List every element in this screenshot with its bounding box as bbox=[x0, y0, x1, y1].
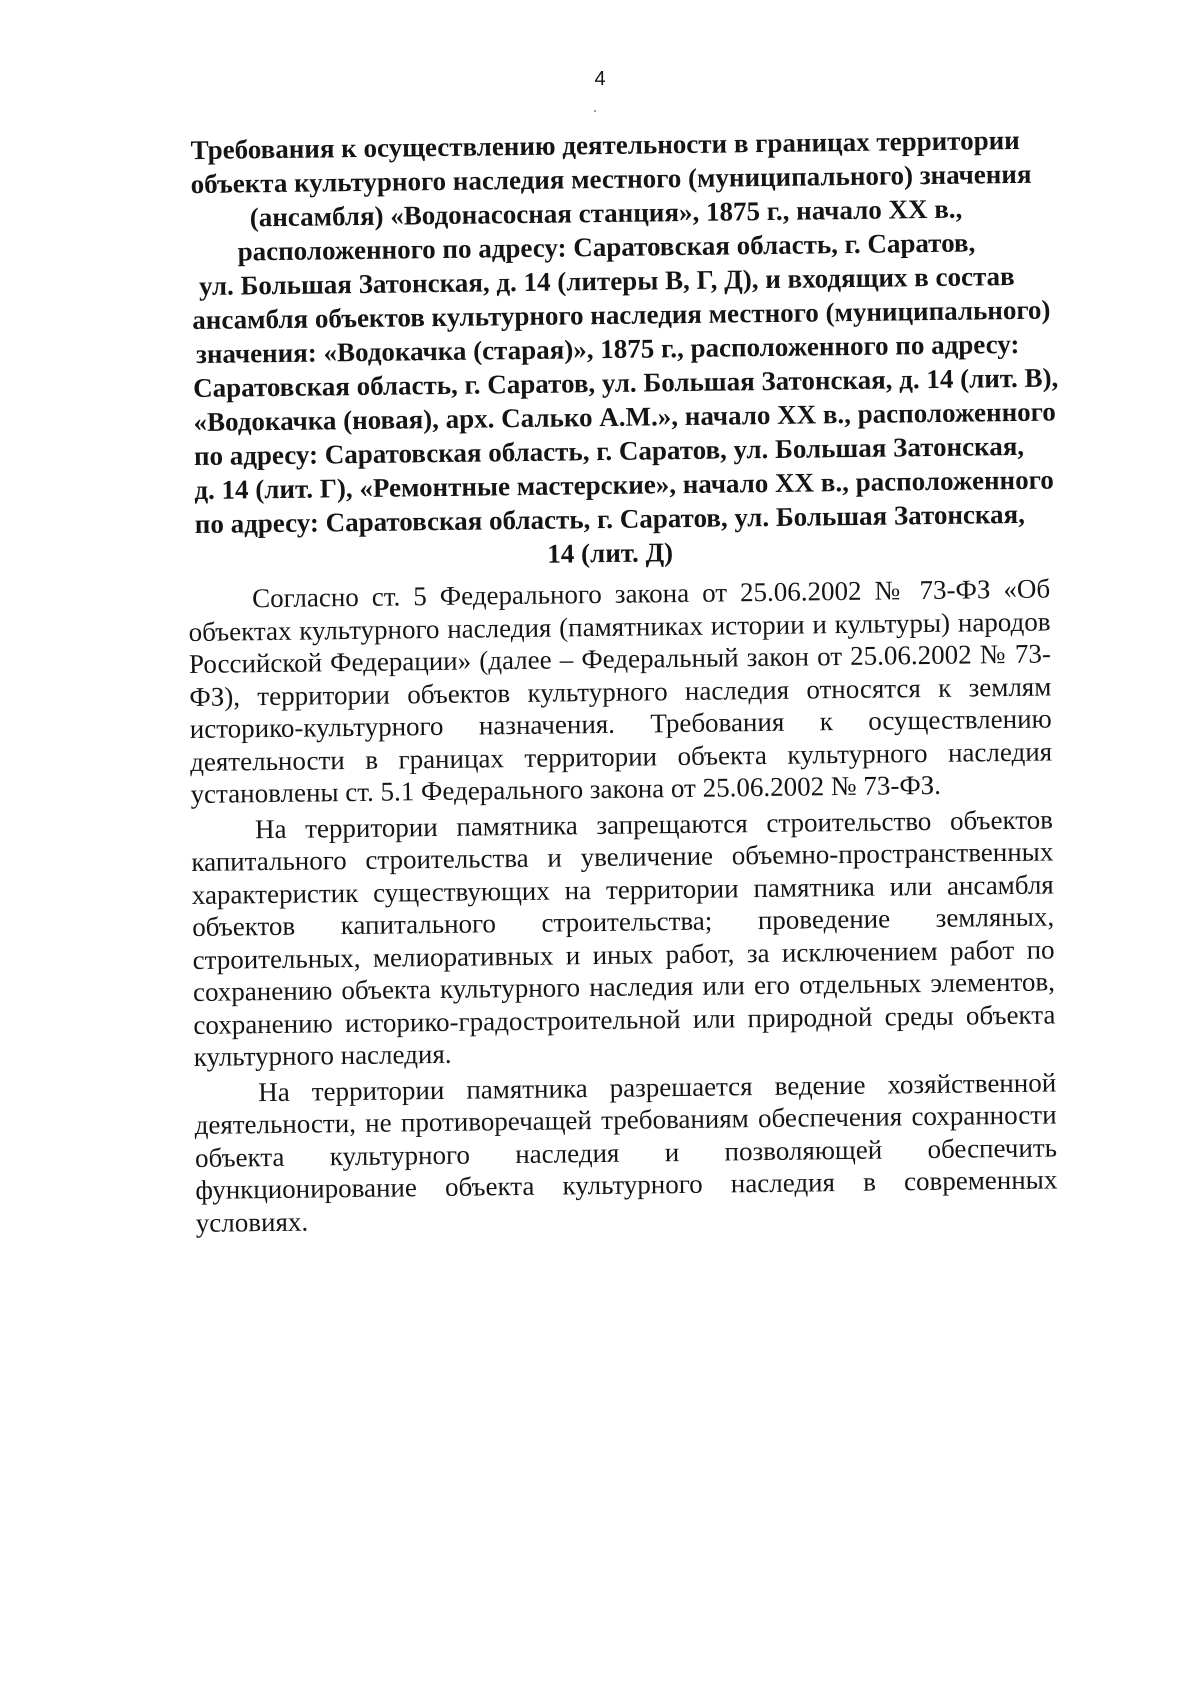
heading-line: объекта культурного наследия местного (муниципального) значения bbox=[190, 158, 1032, 200]
heading-line: значения: «Водокачка (старая)», 1875 г., расположенного по адресу: bbox=[195, 328, 1020, 370]
paragraph-legal-basis: Согласно ст. 5 Федерального закона от 25.06.2002 № 73-ФЗ «Об объектах культурного наследия (памятниках истории и культуры) народов Российской Федерации» (далее – Федеральный закон от 25.06.2002 № 73-ФЗ), территории объектов культурного наследия относятся к землям историко-культурного назначения. Требования к осуществлению деятельности в границах территории объекта культурного наследия установлены ст. 5.1 Федерального закона от 25.06.2002 № 73-ФЗ. bbox=[188, 573, 1053, 809]
heading-line: (ансамбля) «Водонасосная станция», 1875 г., начало XX в., bbox=[249, 193, 963, 233]
heading-line: по адресу: Саратовская область, г. Саратов, ул. Большая Затонская, bbox=[193, 430, 1025, 472]
paragraph-prohibitions: На территории памятника запрещаются строительство объектов капитального строительства и увеличение объемно-пространственных характеристик существующих на территории памятника или ансамбля объектов капитального строительства; проведение земляных, строительных, мелиоративных и иных работ, за исключением работ по сохранению объекта культурного наследия или его отдельных элементов, сохранению историко-градостроительной или природной среды объекта культурного наследия. bbox=[191, 803, 1056, 1072]
heading-line: ул. Большая Затонская, д. 14 (литеры В, Г, Д), и входящих в состав bbox=[198, 261, 1015, 301]
document-body bbox=[188, 572, 1058, 1241]
paragraph-permissions: На территории памятника разрешается ведение хозяйственной деятельности, не противоречащей требованиям обеспечения сохранности объекта культурного наследия и позволяющей обеспечить функционирование объекта культурного наследия в современных условиях. bbox=[194, 1066, 1058, 1238]
heading-line: расположенного по адресу: Саратовская область, г. Саратов, bbox=[237, 227, 976, 267]
heading-line: 14 (лит. Д) bbox=[547, 537, 674, 569]
document-heading bbox=[190, 123, 1059, 575]
heading-line: д. 14 (лит. Г), «Ремонтные мастерские», начало XX в., расположенного bbox=[194, 464, 1054, 506]
page-number: 4 bbox=[594, 68, 606, 90]
heading-line: ансамбля объектов культурного наследия местного (муниципального) bbox=[192, 294, 1051, 336]
scan-speck bbox=[594, 110, 596, 112]
heading-line: по адресу: Саратовская область, г. Саратов, ул. Большая Затонская, bbox=[194, 498, 1026, 540]
heading-line: Требования к осуществлению деятельности в границах территории bbox=[190, 124, 1020, 166]
heading-line: «Водокачка (новая), арх. Салько А.М.», начало XX в., расположенного bbox=[193, 396, 1056, 438]
heading-line: Саратовская область, г. Саратов, ул. Большая Затонская, д. 14 (лит. В), bbox=[192, 362, 1059, 404]
